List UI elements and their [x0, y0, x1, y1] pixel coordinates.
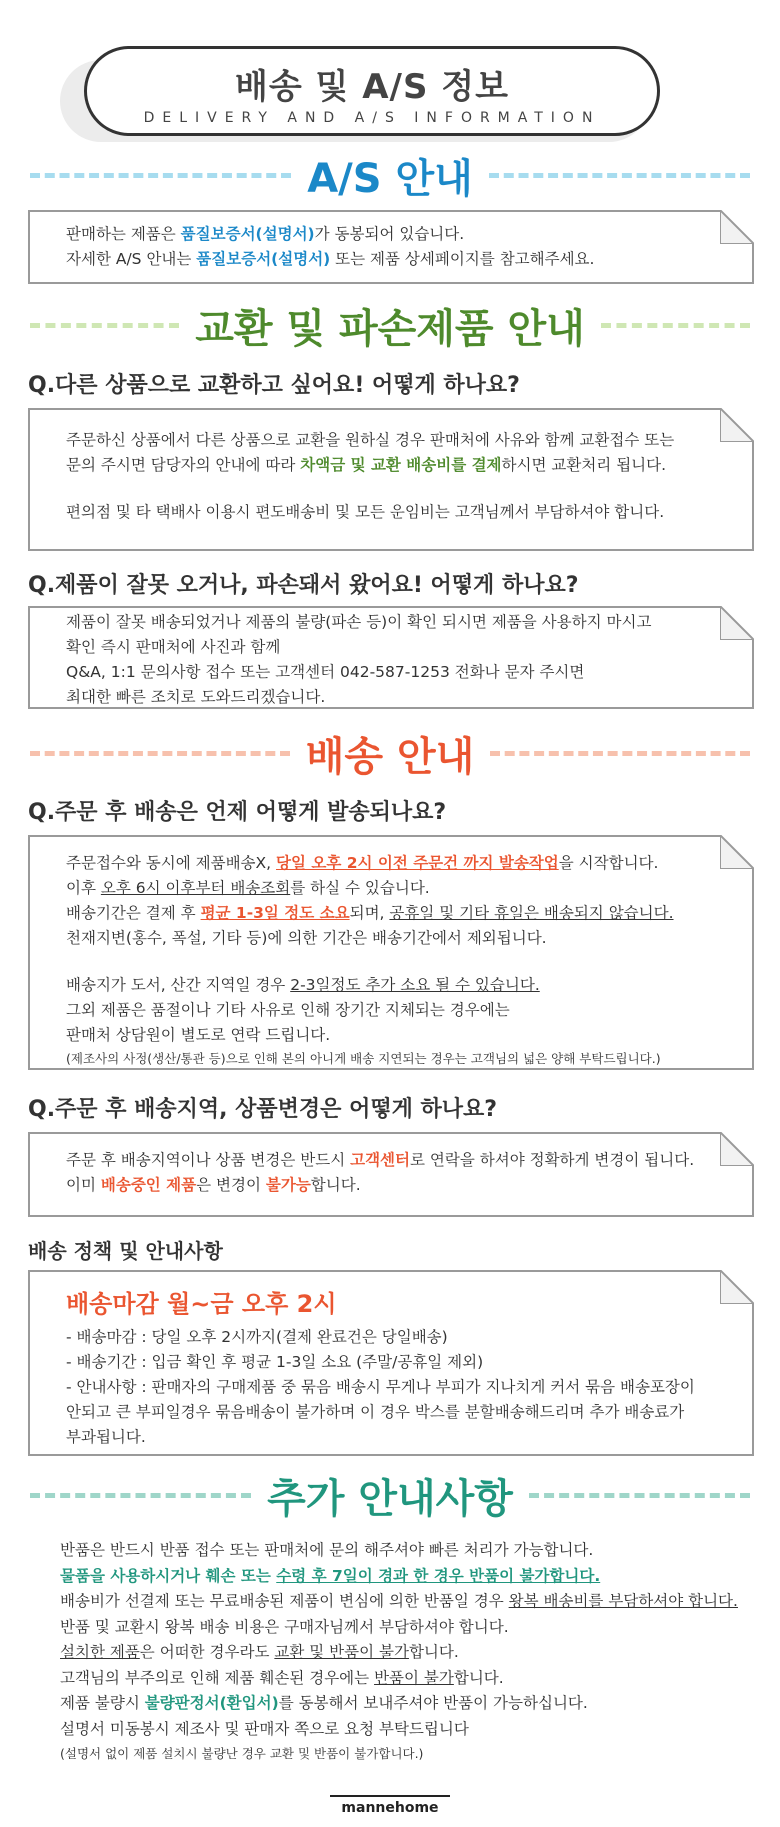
- header-box: [84, 46, 660, 136]
- exchange-section-title: 교환 및 파손제품 안내: [195, 305, 585, 352]
- damage-line-1: 제품이 잘못 배송되었거나 제품의 불량(파손 등)이 확인 되시면 제품을 사용하지 마시고: [66, 613, 652, 631]
- additional-line-1: 반품은 반드시 반품 접수 또는 판매처에 문의 해주셔야 빠른 처리가 가능합니다.: [60, 1541, 594, 1559]
- exchange-line-2: 문의 주시면 담당자의 안내에 따라 차액금 및 교환 배송비를 결제하시면 교환처리 됩니다.: [66, 456, 667, 474]
- delivery-section-title: 배송 안내: [305, 733, 475, 780]
- folded-corner-icon: [720, 210, 754, 244]
- folded-corner-icon: [720, 835, 754, 869]
- additional-line-3: 배송비가 선결제 또는 무료배송된 제품이 변심에 의한 반품일 경우 왕복 배송비를 부담하셔야 합니다.: [60, 1592, 738, 1610]
- additional-section-heading: [30, 1470, 750, 1520]
- additional-line-5: 설치한 제품은 어떠한 경우라도 교환 및 반품이 불가합니다.: [60, 1643, 459, 1661]
- exchange-line-1: 주문하신 상품에서 다른 상품으로 교환을 원하실 경우 판매처에 사유와 함께 교환접수 또는: [66, 431, 675, 449]
- change-line-2: 이미 배송중인 제품은 변경이 불가능합니다.: [66, 1176, 361, 1194]
- policy-line-5: 부과됩니다.: [66, 1428, 146, 1446]
- dashed-divider: [601, 323, 750, 328]
- change-note-box: [28, 1132, 754, 1217]
- policy-line-1: - 배송마감 : 당일 오후 2시까지(결제 완료건은 당일배송): [66, 1328, 448, 1346]
- folded-corner-icon: [720, 408, 754, 442]
- brand-logo: mannehome: [330, 1795, 450, 1819]
- delivery-line-3: 배송기간은 결제 후 평균 1-3일 정도 소요되며, 공휴일 및 기타 휴일은 배송되지 않습니다.: [66, 904, 674, 922]
- policy-line-3: - 안내사항 : 판매자의 구매제품 중 묶음 배송시 무게나 부피가 지나치게 커서 묶음 배송포장이: [66, 1378, 695, 1396]
- folded-corner-icon: [720, 606, 754, 640]
- additional-section-title: 추가 안내사항: [267, 1475, 513, 1522]
- dashed-divider: [30, 751, 290, 756]
- folded-corner-icon: [720, 1132, 754, 1166]
- question-heading: Q.주문 후 배송은 언제 어떻게 발송되나요?: [28, 800, 447, 825]
- dashed-divider: [489, 173, 750, 178]
- delivery-line-4: 천재지변(홍수, 폭설, 기타 등)에 의한 기간은 배송기간에서 제외됩니다.: [66, 929, 547, 947]
- page-subtitle: DELIVERY AND A/S INFORMATION: [143, 110, 601, 126]
- delivery-line-5: 배송지가 도서, 산간 지역일 경우 2-3일정도 추가 소요 될 수 있습니다.: [66, 976, 540, 994]
- damage-line-4: 최대한 빠른 조치로 도와드리겠습니다.: [66, 688, 326, 706]
- dashed-divider: [30, 1493, 251, 1498]
- dashed-divider: [529, 1493, 750, 1498]
- additional-line-4: 반품 및 교환시 왕복 배송 비용은 구매자님께서 부담하셔야 합니다.: [60, 1617, 509, 1636]
- as-section-title: A/S 안내: [307, 155, 473, 202]
- additional-line-9: (설명서 없이 제품 설치시 불량난 경우 교환 및 반품이 불가합니다.): [60, 1746, 424, 1761]
- damage-line-2: 확인 즉시 판매처에 사진과 함께: [66, 638, 281, 656]
- damage-line-3: Q&A, 1:1 문의사항 접수 또는 고객센터 042-587-1253 전화나 문자 주시면: [66, 663, 585, 681]
- additional-notes: [60, 1538, 750, 1766]
- delivery-line-6: 그외 제품은 품절이나 기타 사유로 인해 장기간 지체되는 경우에는: [66, 1001, 510, 1019]
- exchange-section-heading: [30, 300, 750, 350]
- delivery-section-heading: [30, 728, 750, 778]
- question-heading: Q.다른 상품으로 교환하고 싶어요! 어떻게 하나요?: [28, 373, 520, 398]
- delivery-note-box: [28, 835, 754, 1070]
- additional-line-6: 고객님의 부주의로 인해 제품 훼손된 경우에는 반품이 불가합니다.: [60, 1668, 504, 1687]
- dashed-divider: [30, 173, 291, 178]
- damage-note-box: [28, 606, 754, 709]
- policy-line-2: - 배송기간 : 입금 확인 후 평균 1-3일 소요 (주말/공휴일 제외): [66, 1353, 484, 1371]
- dashed-divider: [490, 751, 750, 756]
- as-line-2: 자세한 A/S 안내는 품질보증서(설명서) 또는 제품 상세페이지를 참고해주세요.: [66, 250, 595, 268]
- policy-line-4: 안되고 큰 부피일경우 묶음배송이 불가하며 이 경우 박스를 분할배송해드리며 추가 배송료가: [66, 1403, 685, 1421]
- delivery-line-7: 판매처 상담원이 별도로 연락 드립니다.: [66, 1026, 331, 1044]
- delivery-line-2: 이후 오후 6시 이후부터 배송조회를 하실 수 있습니다.: [66, 879, 430, 897]
- question-heading: Q.주문 후 배송지역, 상품변경은 어떻게 하나요?: [28, 1097, 498, 1122]
- dashed-divider: [30, 323, 179, 328]
- exchange-line-3: 편의점 및 타 택배사 이용시 편도배송비 및 모든 운임비는 고객님께서 부담하셔야 합니다.: [66, 503, 665, 521]
- additional-line-2: 물품을 사용하시거나 훼손 또는 수령 후 7일이 경과 한 경우 반품이 불가합니다.: [60, 1566, 601, 1585]
- as-section-heading: [30, 150, 750, 200]
- header: [60, 38, 660, 146]
- folded-corner-icon: [720, 1270, 754, 1304]
- as-note-box: [28, 210, 754, 284]
- exchange-note-box: [28, 408, 754, 551]
- policy-title: 배송 정책 및 안내사항: [28, 1239, 223, 1263]
- additional-line-8: 설명서 미동봉시 제조사 및 판매자 쪽으로 요청 부탁드립니다: [60, 1719, 469, 1738]
- policy-note-box: [28, 1270, 754, 1456]
- additional-line-7: 제품 불량시 불량판정서(환입서)를 동봉해서 보내주셔야 반품이 가능하십니다.: [60, 1694, 588, 1712]
- page-title: 배송 및 A/S 정보: [235, 67, 509, 107]
- delivery-line-8: (제조사의 사정(생산/통관 등)으로 인해 본의 아니게 배송 지연되는 경우는 고객님의 넓은 양해 부탁드립니다.): [66, 1051, 661, 1066]
- question-heading: Q.제품이 잘못 오거나, 파손돼서 왔어요! 어떻게 하나요?: [28, 573, 579, 598]
- delivery-line-1: 주문접수와 동시에 제품배송X, 당일 오후 2시 이전 주문건 까지 발송작업을 시작합니다.: [66, 854, 659, 872]
- deadline-heading: 배송마감 월~금 오후 2시: [66, 1290, 337, 1318]
- as-line-1: 판매하는 제품은 품질보증서(설명서)가 동봉되어 있습니다.: [66, 225, 465, 243]
- change-line-1: 주문 후 배송지역이나 상품 변경은 반드시 고객센터로 연락을 하셔야 정확하게 변경이 됩니다.: [66, 1151, 695, 1169]
